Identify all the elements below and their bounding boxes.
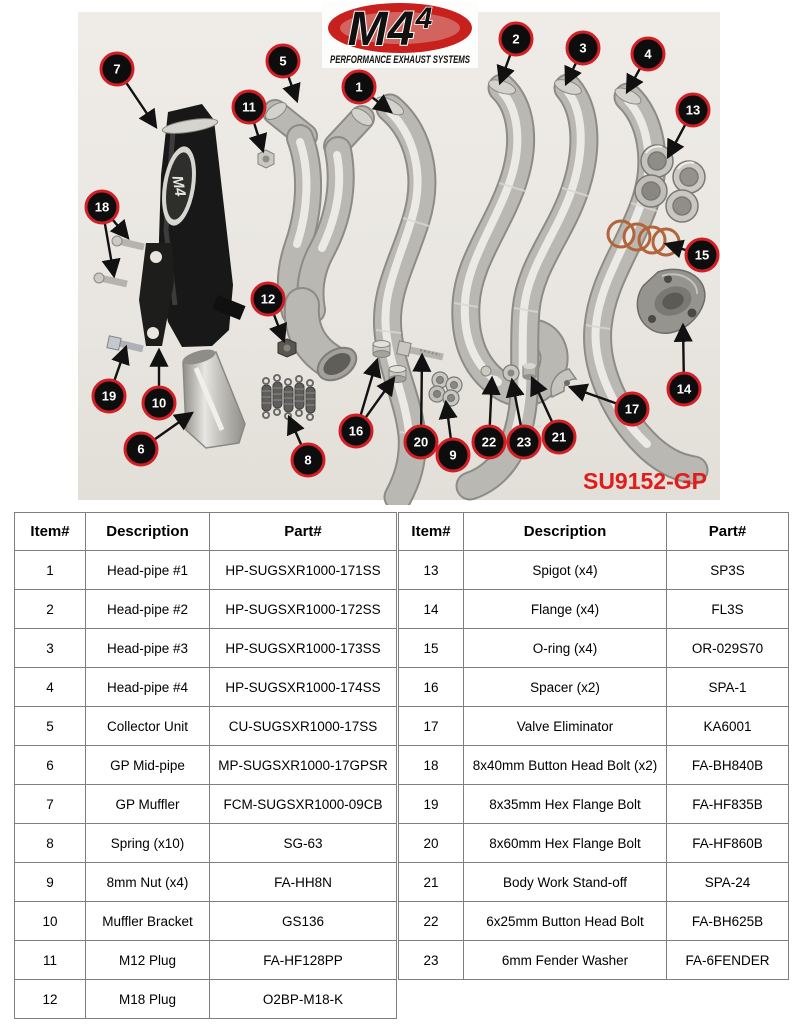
table-row <box>15 746 397 785</box>
item-number-cell: 10 <box>15 902 86 941</box>
item-number-cell: 1 <box>15 551 86 590</box>
fender-washer-part <box>503 365 519 381</box>
table-row <box>15 668 397 707</box>
callout-number: 22 <box>481 434 497 450</box>
description-cell: Spacer (x2) <box>464 668 667 707</box>
part-number-cell: HP-SUGSXR1000-171SS <box>210 551 397 590</box>
item-number-cell: 20 <box>399 824 464 863</box>
logo-subtitle: PERFORMANCE EXHAUST SYSTEMS <box>330 54 471 66</box>
part-number-cell: O2BP-M18-K <box>210 980 397 1019</box>
description-cell: GP Muffler <box>86 785 210 824</box>
stand-off-part <box>523 363 536 380</box>
item-number-cell: 6 <box>15 746 86 785</box>
table-row <box>399 590 789 629</box>
callout-number: 19 <box>101 388 117 404</box>
part-number-cell: KA6001 <box>667 707 789 746</box>
column-header-part: Part# <box>210 513 397 551</box>
callout-number: 10 <box>151 395 167 411</box>
part-number-cell: GS136 <box>210 902 397 941</box>
table-row <box>15 590 397 629</box>
table-row <box>399 629 789 668</box>
part-number-cell: CU-SUGSXR1000-17SS <box>210 707 397 746</box>
m4-logo-superscript: 4 <box>415 2 433 35</box>
callout-number: 23 <box>516 434 532 450</box>
table-row <box>399 902 789 941</box>
callout-number: 12 <box>260 291 276 307</box>
callout-number: 18 <box>94 199 110 215</box>
table-row <box>15 707 397 746</box>
item-number-cell: 16 <box>399 668 464 707</box>
table-row <box>15 902 397 941</box>
column-header-description: Description <box>86 513 210 551</box>
column-header-item: Item# <box>15 513 86 551</box>
description-cell: Head-pipe #2 <box>86 590 210 629</box>
column-header-description: Description <box>464 513 667 551</box>
callout-number: 4 <box>644 46 652 62</box>
table-row <box>399 551 789 590</box>
description-cell: Head-pipe #4 <box>86 668 210 707</box>
description-cell: GP Mid-pipe <box>86 746 210 785</box>
callout-number: 11 <box>242 99 256 115</box>
callout-number: 9 <box>449 447 457 463</box>
part-number-cell: SPA-1 <box>667 668 789 707</box>
table-row <box>15 824 397 863</box>
part-number-cell: FA-HF860B <box>667 824 789 863</box>
part-number-cell: SPA-24 <box>667 863 789 902</box>
description-cell: Spigot (x4) <box>464 551 667 590</box>
part-number-cell: SP3S <box>667 551 789 590</box>
item-number-cell: 19 <box>399 785 464 824</box>
callout-number: 14 <box>676 381 692 397</box>
part-number-cell: HP-SUGSXR1000-172SS <box>210 590 397 629</box>
description-cell: Body Work Stand-off <box>464 863 667 902</box>
table-row <box>399 668 789 707</box>
m18-plug-part <box>278 339 296 357</box>
table-row <box>399 785 789 824</box>
part-number-cell: HP-SUGSXR1000-173SS <box>210 629 397 668</box>
item-number-cell: 4 <box>15 668 86 707</box>
product-code: SU9152-GP <box>582 468 707 494</box>
description-cell: Flange (x4) <box>464 590 667 629</box>
table-row <box>15 863 397 902</box>
callout-number: 17 <box>624 401 640 417</box>
description-cell: 8x60mm Hex Flange Bolt <box>464 824 667 863</box>
item-number-cell: 22 <box>399 902 464 941</box>
item-number-cell: 7 <box>15 785 86 824</box>
description-cell: 8mm Nut (x4) <box>86 863 210 902</box>
item-number-cell: 8 <box>15 824 86 863</box>
callout-number: 1 <box>355 79 363 95</box>
part-number-cell: FA-6FENDER <box>667 941 789 980</box>
item-number-cell: 13 <box>399 551 464 590</box>
item-number-cell: 17 <box>399 707 464 746</box>
column-header-part: Part# <box>667 513 789 551</box>
description-cell: M18 Plug <box>86 980 210 1019</box>
description-cell: 6mm Fender Washer <box>464 941 667 980</box>
parts-table-left <box>14 512 397 1019</box>
table-header-row <box>399 513 789 551</box>
callout-number: 8 <box>304 452 312 468</box>
table-row <box>15 629 397 668</box>
item-number-cell: 2 <box>15 590 86 629</box>
exploded-parts-illustration <box>0 0 800 505</box>
item-number-cell: 9 <box>15 863 86 902</box>
description-cell: Spring (x10) <box>86 824 210 863</box>
table-row <box>15 551 397 590</box>
item-number-cell: 23 <box>399 941 464 980</box>
m4-logo-text: M4 <box>347 3 415 56</box>
exploded-parts-photo <box>0 0 800 505</box>
description-cell: 6x25mm Button Head Bolt <box>464 902 667 941</box>
description-cell: Muffler Bracket <box>86 902 210 941</box>
callout-number: 16 <box>348 423 364 439</box>
parts-tables <box>14 512 789 1019</box>
item-number-cell: 5 <box>15 707 86 746</box>
table-row <box>15 785 397 824</box>
part-number-cell: SG-63 <box>210 824 397 863</box>
table-row <box>399 941 789 980</box>
item-number-cell: 12 <box>15 980 86 1019</box>
description-cell: 8x40mm Button Head Bolt (x2) <box>464 746 667 785</box>
callout-number: 6 <box>137 441 145 457</box>
table-row <box>399 746 789 785</box>
description-cell: Collector Unit <box>86 707 210 746</box>
part-number-cell: FA-HF835B <box>667 785 789 824</box>
part-number-cell: MP-SUGSXR1000-17GPSR <box>210 746 397 785</box>
table-row <box>399 824 789 863</box>
table-row <box>15 980 397 1019</box>
muffler-badge-text: M4 <box>168 174 189 198</box>
column-header-item: Item# <box>399 513 464 551</box>
callout-number: 5 <box>279 53 287 69</box>
callout-number: 20 <box>413 434 429 450</box>
part-number-cell: FL3S <box>667 590 789 629</box>
table-row <box>399 707 789 746</box>
description-cell: Head-pipe #3 <box>86 629 210 668</box>
item-number-cell: 21 <box>399 863 464 902</box>
table-row <box>15 941 397 980</box>
item-number-cell: 18 <box>399 746 464 785</box>
part-number-cell: FA-HH8N <box>210 863 397 902</box>
callout-number: 21 <box>551 429 567 445</box>
callout-number: 13 <box>685 102 701 118</box>
description-cell: Valve Eliminator <box>464 707 667 746</box>
part-number-cell: HP-SUGSXR1000-174SS <box>210 668 397 707</box>
item-number-cell: 11 <box>15 941 86 980</box>
parts-table-right <box>398 512 789 980</box>
description-cell: 8x35mm Hex Flange Bolt <box>464 785 667 824</box>
description-cell: Head-pipe #1 <box>86 551 210 590</box>
part-number-cell: FA-BH625B <box>667 902 789 941</box>
brand-logo <box>322 2 478 68</box>
item-number-cell: 14 <box>399 590 464 629</box>
m12-plug-part <box>258 150 274 168</box>
description-cell: O-ring (x4) <box>464 629 667 668</box>
callout-number: 3 <box>579 40 587 56</box>
part-number-cell: FA-HF128PP <box>210 941 397 980</box>
table-header-row <box>15 513 397 551</box>
part-number-cell: FCM-SUGSXR1000-09CB <box>210 785 397 824</box>
table-row <box>399 863 789 902</box>
description-cell: M12 Plug <box>86 941 210 980</box>
item-number-cell: 15 <box>399 629 464 668</box>
callout-number: 2 <box>512 31 520 47</box>
part-number-cell: FA-BH840B <box>667 746 789 785</box>
item-number-cell: 3 <box>15 629 86 668</box>
callout-number: 7 <box>113 61 121 77</box>
callout-number: 15 <box>694 247 710 263</box>
part-number-cell: OR-029S70 <box>667 629 789 668</box>
